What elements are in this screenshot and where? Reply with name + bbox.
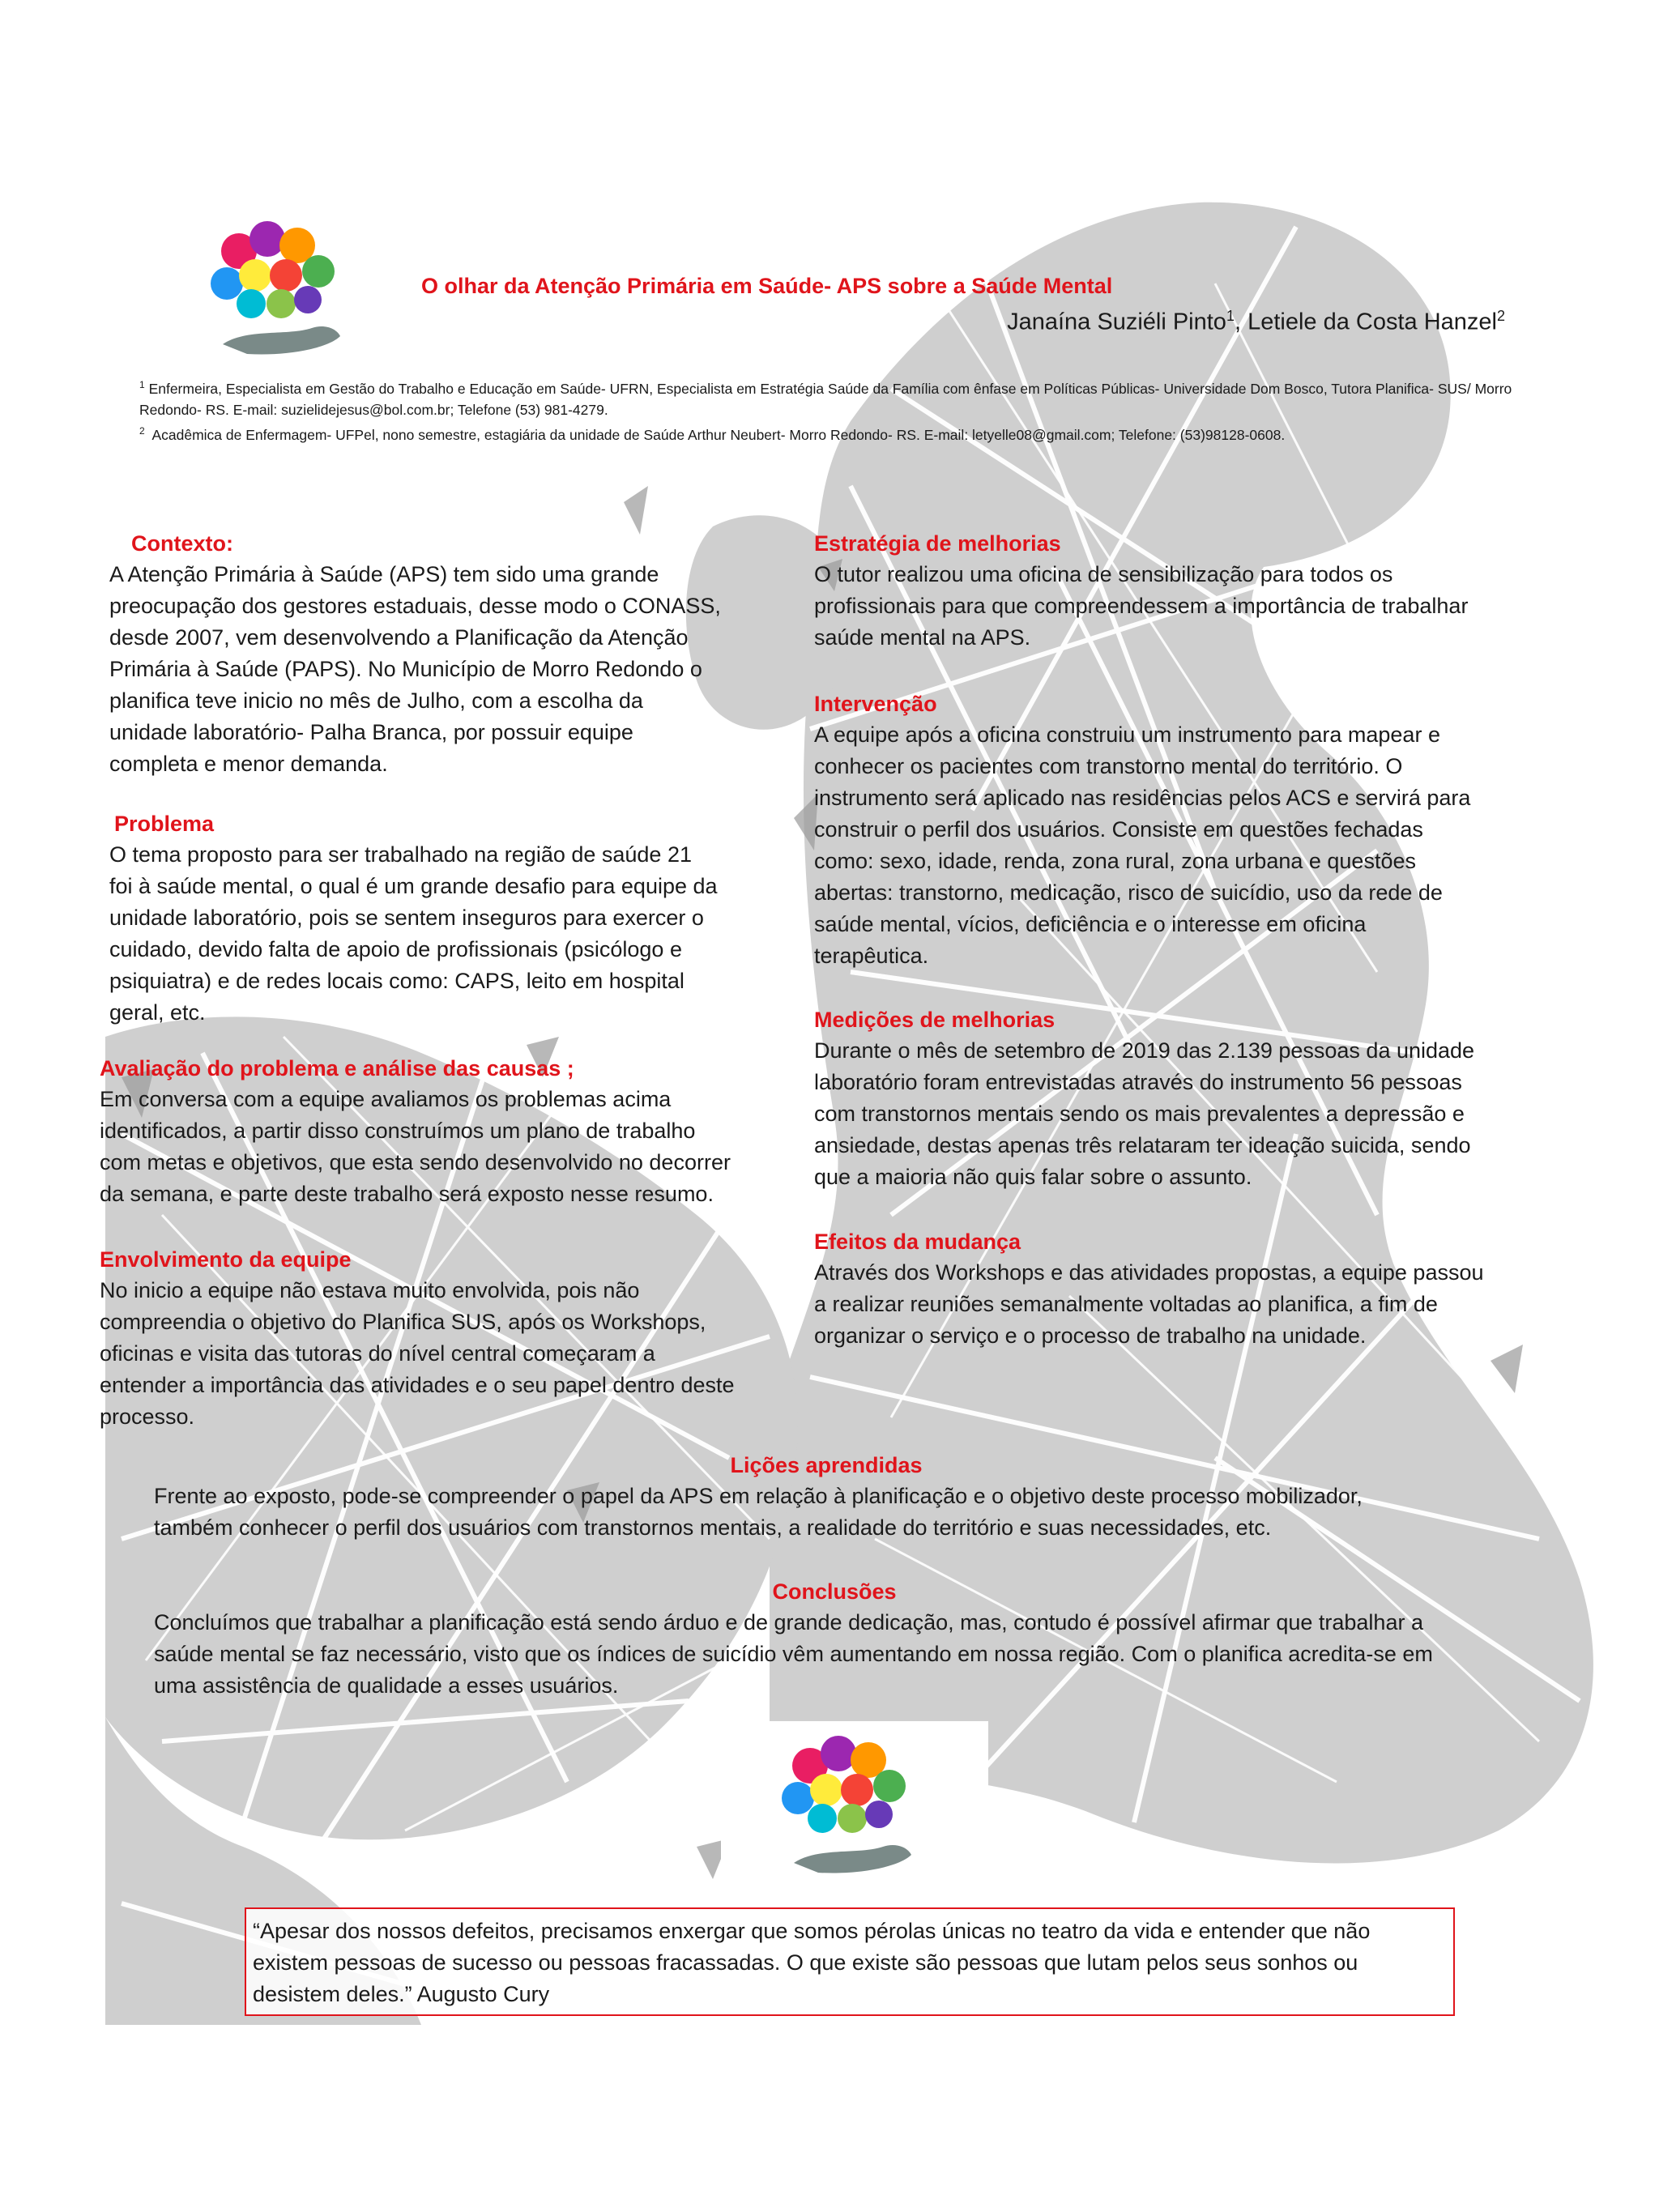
text-line: Primária à Saúde (PAPS). No Município de Morro Redondo o — [109, 657, 702, 681]
text-line: cuidado, devido falta de apoio de profissionais (psicólogo e — [109, 937, 682, 961]
text-line: desistem deles.” Augusto Cury — [253, 1982, 550, 2006]
text-line: ansiedade, destas apenas três relataram ter ideação suicida, sendo — [814, 1133, 1471, 1157]
avaliacao-body — [100, 1084, 829, 1210]
licoes-body — [154, 1481, 1547, 1544]
avaliacao-heading: Avaliação do problema e análise das causas ; — [100, 1056, 574, 1080]
envolvimento-body — [100, 1275, 829, 1433]
authors — [1007, 308, 1505, 336]
affiliation-1 — [139, 374, 1516, 420]
section-avaliacao — [100, 1053, 829, 1210]
quote-text — [253, 1916, 1447, 2010]
text-line: O tutor realizou uma oficina de sensibilização para todos os — [814, 562, 1393, 586]
text-line: foi à saúde mental, o qual é um grande desafio para equipe da — [109, 874, 718, 898]
brain-hand-logo-icon — [721, 1721, 988, 1891]
section-efeitos — [814, 1226, 1576, 1352]
text-line: a realizar reuniões semanalmente voltadas ao planifica, a fim de — [814, 1292, 1438, 1316]
text-line: profissionais para que compreendessem a importância de trabalhar — [814, 594, 1469, 618]
section-conclusoes — [154, 1576, 1563, 1702]
problema-heading: Problema — [114, 812, 215, 836]
contexto-body — [109, 559, 822, 780]
text-line: processo. — [100, 1404, 195, 1429]
text-line: conhecer os pacientes com transtorno mental do território. O — [814, 754, 1403, 778]
text-line: desde 2007, vem desenvolvendo a Planificação da Atenção — [109, 625, 689, 650]
text-line: “Apesar dos nossos defeitos, precisamos enxergar que somos pérolas únicas no teatro da vida e entender que não — [253, 1919, 1371, 1943]
conclusoes-body — [154, 1607, 1563, 1702]
text-line: construir o perfil dos usuários. Consiste em questões fechadas — [814, 817, 1423, 842]
quote-box — [245, 1907, 1455, 2016]
section-estrategia — [814, 528, 1576, 654]
text-line: existem pessoas de sucesso ou pessoas fracassadas. O que existe são pessoas que lutam pelos seus sonhos ou — [253, 1950, 1358, 1975]
contexto-heading: Contexto: — [131, 531, 233, 556]
text-line: Concluímos que trabalhar a planificação está sendo árduo e de grande dedicação, mas, contudo é possível afirmar que trabalhar a — [154, 1610, 1423, 1634]
text-line: unidade laboratório- Palha Branca, por possuir equipe — [109, 720, 633, 744]
efeitos-heading: Efeitos da mudança — [814, 1230, 1021, 1254]
text-line: unidade laboratório, pois se sentem inseguros para exercer o — [109, 906, 704, 930]
text-line: A Atenção Primária à Saúde (APS) tem sido uma grande — [109, 562, 659, 586]
efeitos-body — [814, 1257, 1576, 1352]
author-1-sup: 1 — [1226, 308, 1235, 324]
text-line: oficinas e visita das tutoras do nível central começaram a — [100, 1341, 655, 1366]
envolvimento-heading: Envolvimento da equipe — [100, 1247, 352, 1272]
text-line: saúde mental, vícios, deficiência e o interesse em oficina — [814, 912, 1367, 936]
text-line: Através dos Workshops e das atividades propostas, a equipe passou — [814, 1260, 1484, 1285]
text-line: psiquiatra) e de redes locais como: CAPS, leito em hospital — [109, 969, 684, 993]
text-line: instrumento será aplicado nas residências pelos ACS e servirá para — [814, 786, 1471, 810]
conclusoes-heading: Conclusões — [772, 1579, 897, 1604]
licoes-heading: Lições aprendidas — [730, 1453, 923, 1477]
affiliation-2-num: 2 — [139, 424, 145, 437]
estrategia-body — [814, 559, 1576, 654]
text-line: com transtornos mentais sendo os mais prevalentes a depressão e — [814, 1102, 1465, 1126]
brain-hand-logo-icon — [190, 207, 352, 369]
section-envolvimento — [100, 1244, 829, 1433]
text-line: planifica teve inicio no mês de Julho, com a escolha da — [109, 688, 643, 713]
medicoes-heading: Medições de melhorias — [814, 1008, 1056, 1032]
affiliation-1-text: Enfermeira, Especialista em Gestão do Trabalho e Educação em Saúde- UFRN, Especialista em Estratégia Saúde da Família com ênfase em Políticas Públicas- Universidade Dom Bosco, Tutora Planifica- SUS/ Morro Redondo- RS. E-mail: suzielidejesus@bol.com.br; Telefone (53) 981-4279. — [139, 380, 1512, 418]
text-line: saúde mental se faz necessário, visto que os índices de suicídio vêm aumentando em nossa região. Com o planifica acredita-se em — [154, 1642, 1433, 1666]
text-line: identificados, a partir disso construímos um plano de trabalho — [100, 1119, 696, 1143]
affiliations — [139, 374, 1516, 445]
text-line: Frente ao exposto, pode-se compreender o papel da APS em relação à planificação e o objetivo deste processo mobilizador, — [154, 1484, 1363, 1508]
medicoes-body — [814, 1035, 1576, 1193]
section-medicoes — [814, 1004, 1576, 1193]
brain-hand-logo — [190, 207, 352, 369]
intervencao-body — [814, 719, 1576, 972]
text-line: também conhecer o perfil dos usuários com transtornos mentais, a realidade do território e suas necessidades, etc. — [154, 1515, 1272, 1540]
text-line: que a maioria não quis falar sobre o assunto. — [814, 1165, 1252, 1189]
text-line: Durante o mês de setembro de 2019 das 2.139 pessoas da unidade — [814, 1038, 1475, 1063]
intervencao-heading: Intervenção — [814, 692, 937, 716]
text-line: entender a importância das atividades e o seu papel dentro deste — [100, 1373, 735, 1397]
text-line: uma assistência de qualidade a esses usuários. — [154, 1673, 619, 1698]
author-2: , Letiele da Costa Hanzel — [1234, 309, 1497, 335]
problema-body — [109, 839, 822, 1029]
brain-hand-logo-bottom — [721, 1721, 988, 1891]
section-problema — [109, 808, 822, 1029]
section-contexto — [109, 528, 822, 780]
affiliation-2 — [139, 420, 1516, 445]
affiliation-2-text: Acadêmica de Enfermagem- UFPel, nono semestre, estagiária da unidade de Saúde Arthur Neubert- Morro Redondo- RS. E-mail: letyelle08@gmail.com; Telefone: (53)98128-0608. — [151, 426, 1286, 443]
text-line: No inicio a equipe não estava muito envolvida, pois não — [100, 1278, 640, 1302]
author-2-sup: 2 — [1496, 308, 1505, 324]
text-line: completa e menor demanda. — [109, 752, 388, 776]
section-intervencao — [814, 688, 1576, 972]
text-line: abertas: transtorno, medicação, risco de suicídio, uso da rede de — [814, 880, 1443, 905]
text-line: terapêutica. — [814, 944, 929, 968]
text-line: saúde mental na APS. — [814, 625, 1031, 650]
text-line: organizar o serviço e o processo de trabalho na unidade. — [814, 1323, 1367, 1348]
text-line: compreendia o objetivo do Planifica SUS, após os Workshops, — [100, 1310, 706, 1334]
affiliation-1-num: 1 — [139, 379, 145, 390]
author-1: Janaína Suziéli Pinto — [1007, 309, 1226, 335]
text-line: laboratório foram entrevistadas através do instrumento 56 pessoas — [814, 1070, 1462, 1094]
poster-title: O olhar da Atenção Primária em Saúde- APS sobre a Saúde Mental — [421, 274, 1113, 298]
text-line: da semana, e parte deste trabalho será exposto nesse resumo. — [100, 1182, 714, 1206]
text-line: como: sexo, idade, renda, zona rural, zona urbana e questões — [814, 849, 1416, 873]
estrategia-heading: Estratégia de melhorias — [814, 531, 1061, 556]
text-line: O tema proposto para ser trabalhado na região de saúde 21 — [109, 842, 692, 867]
text-line: Em conversa com a equipe avaliamos os problemas acima — [100, 1087, 672, 1111]
text-line: A equipe após a oficina construiu um instrumento para mapear e — [814, 722, 1440, 747]
text-line: preocupação dos gestores estaduais, desse modo o CONASS, — [109, 594, 721, 618]
section-licoes — [154, 1450, 1547, 1544]
text-line: geral, etc. — [109, 1000, 206, 1025]
text-line: com metas e objetivos, que esta sendo desenvolvido no decorrer — [100, 1150, 731, 1174]
